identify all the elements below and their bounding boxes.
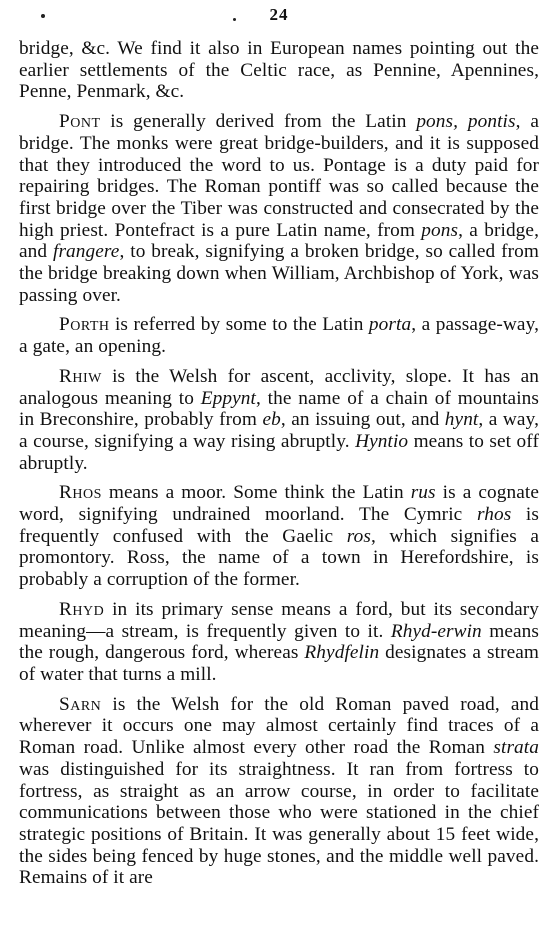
text-run: , a bridge. The monks were great bridge-builders, and it is supposed that they introduced the word to us. Pontage is a duty paid for repairing bridges. The Roman pontiff was so called because the first bridge over the Tiber was constructed and consecrated by the high priest. Pontefract is a pure Latin name, from <box>19 111 539 241</box>
text-run: , a passage-way, a gate, an opening. <box>19 314 540 358</box>
entry-headword: Sarn <box>59 693 102 715</box>
text-run: means to set off abruptly. <box>19 430 539 474</box>
entry-headword: Porth <box>59 314 110 336</box>
text-run: was distinguished for its straightness. It ran from fortress to fortress, as straight as an arrow course, in order to facilitate communications between those who were stationed in the chief strategic positions of Britain. It was generally about 15 feet wide, the sides being fenced by huge stones, and the middle well paved. Remains of it are <box>19 758 539 889</box>
text-run: is the Welsh for the old Roman paved road, and wherever it occurs one may almost certainly find traces of a Roman road. Unlike almost every other road the Roman <box>19 693 539 759</box>
text-run: is the Welsh for ascent, acclivity, slope. It has an analogous meaning to <box>19 365 539 409</box>
entry-paragraph <box>19 599 539 686</box>
text-run: bridge, &c. We find it also in European names pointing out the earlier settlements of the Celtic race, as Pennine, Apennines, Penne, Penmark, &c. <box>19 38 539 103</box>
italic-term: Rhyd-erwin <box>390 620 482 642</box>
italic-term: rus <box>410 482 436 504</box>
text-run: , a bridge, and <box>19 219 539 263</box>
body-text <box>19 38 539 889</box>
italic-term: eb <box>262 409 281 431</box>
italic-term: pons <box>421 219 459 241</box>
text-run: , a way, a course, signifying a way rising abruptly. <box>19 409 539 452</box>
italic-term: rhos <box>476 504 512 526</box>
text-run: is a cognate word, signifying undrained moorland. The Cymric <box>19 482 540 526</box>
text-run: , the name of a chain of mountains in Breconshire, probably from <box>19 387 539 431</box>
paragraph-continuation <box>19 38 539 103</box>
entry-headword: Rhos <box>59 482 102 504</box>
text-run: , which signifies a promontory. Ross, the name of a town in Herefordshire, is probably a corruption of the former. <box>19 525 539 591</box>
entry-headword: Pont <box>59 111 101 133</box>
text-run: is frequently confused with the Gaelic <box>19 504 539 547</box>
text-run: , to break, signifying a broken bridge, so called from the bridge breaking down when William, Archbishop of York, was passing over. <box>19 241 539 306</box>
italic-term: pons, pontis <box>416 111 516 133</box>
italic-term: strata <box>493 737 539 759</box>
text-run: in its primary sense means a ford, but its secondary meaning—a stream, is frequently given to it. <box>19 598 539 642</box>
entry-paragraph <box>19 314 539 357</box>
entry-paragraph <box>19 111 539 306</box>
text-run: means a moor. Some think the Latin <box>101 482 411 504</box>
entry-headword: Rhyd <box>59 598 105 620</box>
italic-term: Eppynt <box>200 387 256 409</box>
page-number: 24 <box>269 5 289 24</box>
italic-term: Hyntio <box>355 430 409 452</box>
text-run: , an issuing out, and <box>280 409 445 431</box>
entry-paragraph <box>19 482 539 591</box>
italic-term: Rhydfelin <box>304 642 380 664</box>
italic-term: ros <box>346 525 371 547</box>
text-run: is referred by some to the Latin <box>109 314 369 336</box>
text-run: is generally derived from the Latin <box>100 111 417 133</box>
text-run: means the rough, dangerous ford, whereas <box>19 620 539 664</box>
italic-term: frangere <box>52 241 120 263</box>
entry-headword: Rhiw <box>59 365 102 387</box>
italic-term: porta <box>368 314 412 336</box>
italic-term: hynt <box>444 409 479 431</box>
page-header <box>19 0 539 38</box>
text-run: designates a stream of water that turns a mill. <box>19 642 540 685</box>
entry-paragraph <box>19 366 539 475</box>
entry-paragraph <box>19 694 539 889</box>
